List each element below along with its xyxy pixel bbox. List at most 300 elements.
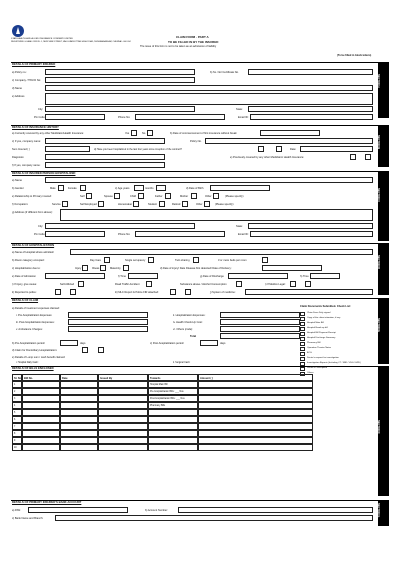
bills-input-cell[interactable] <box>198 381 313 388</box>
bills-header-text: Date <box>62 377 68 380</box>
state-label: State: <box>236 108 243 111</box>
checklist-item: Doctor's Prescription <box>307 367 328 369</box>
rel-father-label: Father <box>155 195 163 198</box>
insurance-q2: c) If yes, company name: <box>12 140 41 143</box>
section-a-rule <box>11 62 378 63</box>
dob-field[interactable] <box>210 185 270 191</box>
insurance-q3: d) Have you been hospitalized in the last four years since inception of the contract? <box>94 148 182 151</box>
bills-header-text: Amount ( ) <box>200 377 213 380</box>
bills-input-cell[interactable] <box>98 381 148 388</box>
room-twin-label: Twin sharing <box>175 259 190 262</box>
bills-towards-cell <box>148 423 198 430</box>
treatment-label: a) Details of treatment expenses claimed: <box>12 307 60 310</box>
checklist-checkbox[interactable] <box>300 352 305 356</box>
room-label: b) Room category occupied: <box>12 259 45 262</box>
sl-no-field[interactable] <box>248 69 373 75</box>
section-b-rule <box>11 125 378 126</box>
health-field[interactable] <box>220 319 300 325</box>
section-a-band <box>378 62 389 118</box>
b-date-label: Date: <box>290 148 297 151</box>
city-label: City: <box>38 108 44 111</box>
bills-row-no-text: 5 <box>14 412 16 414</box>
checklist-checkbox[interactable] <box>300 357 305 361</box>
c-address-field[interactable] <box>60 209 373 221</box>
address-field[interactable] <box>45 93 373 105</box>
checklist-checkbox[interactable] <box>300 327 305 331</box>
self-inflicted-checkbox[interactable] <box>78 281 84 287</box>
checklist-item: Hospital Main Bill <box>307 322 324 324</box>
bills-input-cell[interactable] <box>22 437 60 444</box>
diagnosis-label: Diagnosis: <box>12 156 25 159</box>
gender-label: b) Gender <box>12 187 24 190</box>
address-label: e) Address <box>12 95 25 98</box>
dob-label: d) Date of Birth <box>186 187 204 190</box>
bills-towards-text: Post-hospitalization Bills: ___ Nos <box>150 398 185 400</box>
section-a-title: DETAILS OF PRIMARY INSURED <box>12 62 56 66</box>
company-logo <box>12 25 24 37</box>
q1-no-checkbox[interactable] <box>147 130 153 136</box>
medico-yes-checkbox[interactable] <box>290 281 296 287</box>
q3-no-checkbox[interactable] <box>276 146 282 152</box>
diagnosis-field[interactable] <box>45 154 165 160</box>
pan-label: a) PAN: <box>12 509 21 512</box>
section-g-label: SECTION G <box>377 503 380 518</box>
discharge-time-field[interactable] <box>310 273 340 279</box>
company-address: REGISTERED & HEAD OFFICE: 1, NEW TANK STREET, VALLUVARKOTTAM HIGH ROAD, NUNGAMBAKKAM, CHENNAI - 600 034 <box>11 41 131 43</box>
admission-date-field[interactable] <box>45 273 105 279</box>
bills-input-cell[interactable] <box>22 444 60 451</box>
age-years-field[interactable] <box>134 185 144 191</box>
bills-towards-cell <box>148 402 198 409</box>
section-f-title: DETAILS OF BILLS ENCLOSED <box>12 366 54 370</box>
bills-header-cell <box>12 374 22 381</box>
tpa-id-label: c) Company / TPA ID No: <box>12 79 41 82</box>
form-title: CLAIM FORM - PART A <box>176 35 209 39</box>
sum-insured-label: Sum Insured ( ) <box>12 148 30 151</box>
liability-note: The issue of this form is not to be taken as an admission of liability <box>140 45 217 48</box>
section-e-rule <box>11 298 378 299</box>
bills-header-text: Towards <box>150 377 161 380</box>
mlc-no-checkbox[interactable] <box>185 289 191 295</box>
injury-date-label: d) Date of injury/ Date Disease first detected/ Date of Delivery: <box>160 267 232 270</box>
c-address-label: g) Address (if different from above): <box>12 211 53 214</box>
sum-insured-field[interactable] <box>45 146 90 152</box>
name-field[interactable] <box>45 85 373 91</box>
bills-input-cell[interactable] <box>22 388 60 395</box>
room-twin-checkbox[interactable] <box>193 257 199 263</box>
male-label: Male <box>50 187 56 190</box>
occ-retired-checkbox[interactable] <box>182 201 188 207</box>
others-field[interactable] <box>220 326 300 332</box>
state-field[interactable] <box>248 106 373 112</box>
rel-child-checkbox[interactable] <box>138 193 144 199</box>
injury-date-field[interactable] <box>262 265 322 271</box>
cause-illness-label: Illness <box>92 267 100 270</box>
rel-specify-label: (Please specify) <box>225 195 244 198</box>
bills-input-cell[interactable] <box>60 423 98 430</box>
discharge-date-field[interactable] <box>228 273 288 279</box>
phone-field[interactable] <box>135 114 225 120</box>
bills-input-cell[interactable] <box>98 430 148 437</box>
bills-row-no-text: 10 <box>14 447 17 449</box>
admission-time-field[interactable] <box>128 273 158 279</box>
post-period-label: c) Post-hospitalization period: <box>150 342 185 345</box>
bills-input-cell[interactable] <box>22 395 60 402</box>
section-d-rule <box>11 243 378 244</box>
commencement-date-field[interactable] <box>260 130 320 136</box>
post-exp-label: iii. Post-hospitalization Expenses: <box>16 321 55 324</box>
c-phone-label: Phone No: <box>118 233 131 236</box>
bills-input-cell[interactable] <box>98 388 148 395</box>
b-policy-field[interactable] <box>205 138 373 144</box>
bills-input-cell[interactable] <box>60 444 98 451</box>
bills-input-cell[interactable] <box>98 395 148 402</box>
q4-yes-checkbox[interactable] <box>350 154 356 160</box>
rel-spouse-label: Spouse <box>104 195 113 198</box>
occ-homemaker-checkbox[interactable] <box>133 201 139 207</box>
occ-other-label: Other <box>196 203 203 206</box>
bills-towards-cell <box>148 409 198 416</box>
bills-row-no-text: 1 <box>14 384 16 386</box>
section-c-band <box>378 171 389 241</box>
insurance-q4: e) Previously covered by any other Mediclaim/ Health Insurance: <box>230 156 305 159</box>
occ-self-employed-checkbox[interactable] <box>98 201 104 207</box>
cause-maternity-label: Maternity <box>110 267 121 270</box>
bills-row-no-text: 7 <box>14 426 16 428</box>
checklist-checkbox[interactable] <box>300 312 305 316</box>
room-daycare-label: Day Care <box>90 259 101 262</box>
domiciliary-yes-checkbox[interactable] <box>82 347 88 353</box>
checklist-item: Claim Form Duly signed <box>307 312 331 314</box>
checklist-item: Investigation Reports (Including CT / MRI / USG / HPE) <box>307 362 361 364</box>
c-email-field[interactable] <box>250 231 373 237</box>
bills-input-cell[interactable] <box>60 381 98 388</box>
bills-header-cell <box>198 374 313 381</box>
checklist-item: ECG <box>307 352 312 354</box>
bills-towards-cell <box>148 381 198 388</box>
rel-other-label: Other <box>205 195 212 198</box>
bills-input-cell[interactable] <box>22 430 60 437</box>
section-f-label: SECTION F <box>377 420 380 434</box>
system-label: j) System of medicine: <box>210 291 236 294</box>
room-single-checkbox[interactable] <box>148 257 154 263</box>
male-checkbox[interactable] <box>58 185 64 191</box>
discharge-label: g) Date of Discharge <box>200 275 224 278</box>
section-c-title: DETAILS OF INSURED PERSON HOSPITALIZED <box>12 171 76 175</box>
age-months-field[interactable] <box>156 185 166 191</box>
c-pin-field[interactable] <box>45 231 105 237</box>
room-single-label: Single occupancy <box>125 259 146 262</box>
bills-input-cell[interactable] <box>198 416 313 423</box>
checklist-item: Operation Theatre Notes <box>307 347 332 349</box>
rel-child-label: Child <box>130 195 136 198</box>
section-a-label: SECTION A <box>377 74 380 89</box>
section-e-label: SECTION E <box>377 318 380 332</box>
name-label: d) Name <box>12 87 22 90</box>
police-label: ii) Reported to police: <box>12 291 37 294</box>
bills-input-cell[interactable] <box>22 402 60 409</box>
relationship-label: e) Relationship to Primary insured: <box>12 195 52 198</box>
section-e-title: DETAILS OF CLAIM <box>12 298 39 302</box>
checklist-checkbox[interactable] <box>300 317 305 321</box>
bills-input-cell[interactable] <box>198 402 313 409</box>
checklist-checkbox[interactable] <box>300 342 305 346</box>
admission-label: e) Date of Admission <box>12 275 36 278</box>
q1-no-label: No <box>142 132 146 135</box>
rel-other-checkbox[interactable] <box>213 193 219 199</box>
c-city-label: City: <box>38 225 44 228</box>
bills-input-cell[interactable] <box>22 416 60 423</box>
cause-illness-checkbox[interactable] <box>100 265 106 271</box>
policy-no-label: a) Policy no.: <box>12 71 27 74</box>
q3-yes-checkbox[interactable] <box>258 146 264 152</box>
checklist-item: Hospital Discharge Summary <box>307 337 336 339</box>
health-label: iv. Health Check-Up Cost: <box>173 321 203 324</box>
room-three-label: 3 or more beds per room <box>218 259 247 262</box>
bills-input-cell[interactable] <box>22 409 60 416</box>
others-label: vi. Others (code): <box>173 328 193 331</box>
occ-homemaker-label: Homemaker <box>118 203 133 206</box>
cause-label: c) Hospitalization due to: <box>12 267 41 270</box>
rel-father-checkbox[interactable] <box>165 193 171 199</box>
account-label: b) Account Number: <box>145 509 168 512</box>
bills-row-number <box>12 444 22 451</box>
hosp-exp-label: ii. Hospitalization Expenses: <box>173 314 206 317</box>
bills-input-cell[interactable] <box>60 395 98 402</box>
checklist-title: Claim Documents Submitted- Check List: <box>300 305 351 308</box>
hosp-exp-field[interactable] <box>220 312 300 318</box>
q4-no-checkbox[interactable] <box>365 154 371 160</box>
checklist-checkbox[interactable] <box>300 367 305 371</box>
bills-input-cell[interactable] <box>98 437 148 444</box>
occ-student-checkbox[interactable] <box>159 201 165 207</box>
insurance-q1: a) Currently covered by any other Mediclaim/Health Insurance: <box>12 132 84 135</box>
bills-row-number <box>12 437 22 444</box>
domiciliary-label: d) Claim for Domiciliary Hospitalization: <box>12 349 58 352</box>
room-three-checkbox[interactable] <box>262 257 268 263</box>
occ-service-checkbox[interactable] <box>62 201 68 207</box>
bills-input-cell[interactable] <box>60 430 98 437</box>
bills-header-text: Bill No. <box>24 377 33 380</box>
ambulance-field[interactable] <box>68 326 148 332</box>
rel-self-checkbox[interactable] <box>86 193 92 199</box>
mlc-label: iii) MLC Report & Police FIR attached: <box>115 291 159 294</box>
road-accident-checkbox[interactable] <box>146 281 152 287</box>
bank-label: c) Bank Name and Branch: <box>12 517 44 520</box>
female-checkbox[interactable] <box>80 185 86 191</box>
prev-company-field[interactable] <box>45 162 165 168</box>
section-b-title: DETAILS OF INSURANCE HISTORY <box>12 125 59 129</box>
tpa-id-field[interactable] <box>45 77 195 83</box>
cause-maternity-checkbox[interactable] <box>123 265 129 271</box>
injury-cause-label: i) If injury, give cause: <box>12 283 37 286</box>
pin-field[interactable] <box>45 114 105 120</box>
bills-row-number <box>12 430 22 437</box>
bills-input-cell[interactable] <box>198 444 313 451</box>
email-field[interactable] <box>250 114 373 120</box>
section-f-rule <box>11 366 378 367</box>
self-inflicted-label: Self-inflicted <box>60 283 75 286</box>
q1-yes-checkbox[interactable] <box>131 130 137 136</box>
bills-towards-text: Pre-hospitalization Bills: ___ Nos <box>150 391 184 393</box>
checklist-item: Copy of the claim intimation, if any <box>307 317 341 319</box>
room-daycare-checkbox[interactable] <box>104 257 110 263</box>
age-label: c) Age years <box>115 187 130 190</box>
policy-no-field[interactable] <box>45 69 195 75</box>
checklist-item: Pharmacy Bill <box>307 342 321 344</box>
b-date-field[interactable] <box>300 146 373 152</box>
c-pin-label: Pin Code: <box>34 233 46 236</box>
bills-input-cell[interactable] <box>198 423 313 430</box>
bills-row-no-text: 6 <box>14 419 16 421</box>
domiciliary-no-checkbox[interactable] <box>98 347 104 353</box>
cause-injury-checkbox[interactable] <box>82 265 88 271</box>
total-label: Total <box>190 335 197 338</box>
checklist-checkbox[interactable] <box>300 347 305 351</box>
bills-input-cell[interactable] <box>60 388 98 395</box>
bills-input-cell[interactable] <box>198 409 313 416</box>
c-email-label: Email ID: <box>238 233 249 236</box>
discharge-time-label: h) Time <box>300 275 309 278</box>
bills-row-number <box>12 381 22 388</box>
bills-row-number <box>12 402 22 409</box>
occ-student-label: Student <box>148 203 157 206</box>
bills-input-cell[interactable] <box>60 437 98 444</box>
bills-row-no-text: 3 <box>14 398 16 400</box>
police-no-checkbox[interactable] <box>70 289 76 295</box>
company-name-field[interactable] <box>45 138 165 144</box>
mlc-yes-checkbox[interactable] <box>170 289 176 295</box>
phone-label: Phone No: <box>118 116 131 119</box>
checklist-checkbox[interactable] <box>300 337 305 341</box>
hospital-field[interactable] <box>70 249 373 255</box>
bills-header-cell <box>148 374 198 381</box>
section-d-title: DETAILS OF HOSPITALIZATION <box>12 243 55 247</box>
medico-legal-label: i) If Medico Legal: <box>265 283 286 286</box>
bills-input-cell[interactable] <box>198 388 313 395</box>
city-field[interactable] <box>45 106 195 112</box>
pan-field[interactable] <box>28 507 128 513</box>
bank-field[interactable] <box>55 515 373 521</box>
post-exp-field[interactable] <box>68 319 148 325</box>
email-label: Email ID: <box>238 116 249 119</box>
bills-towards-cell <box>148 437 198 444</box>
bills-input-cell[interactable] <box>98 402 148 409</box>
bills-input-cell[interactable] <box>198 437 313 444</box>
bills-input-cell[interactable] <box>60 416 98 423</box>
bills-input-cell[interactable] <box>60 402 98 409</box>
bills-header-cell <box>98 374 148 381</box>
bills-towards-cell <box>148 388 198 395</box>
bills-input-cell[interactable] <box>60 409 98 416</box>
pre-exp-field[interactable] <box>68 312 148 318</box>
checklist-item: Others <box>307 372 314 374</box>
cause-injury-label: Injury <box>75 267 82 270</box>
admission-time-label: f) Time <box>118 275 126 278</box>
police-yes-checkbox[interactable] <box>55 289 61 295</box>
post-days-label: days <box>220 342 226 345</box>
total-field[interactable] <box>220 333 300 339</box>
c-name-field[interactable] <box>45 177 373 183</box>
c-phone-field[interactable] <box>135 231 225 237</box>
lump-label: e) Details of Lump sum / cash benefit claimed: <box>12 356 66 359</box>
bills-header-cell <box>60 374 98 381</box>
pre-period-field[interactable] <box>60 340 78 346</box>
c-state-field[interactable] <box>248 223 373 229</box>
bills-input-cell[interactable] <box>22 381 60 388</box>
bills-header-cell <box>22 374 60 381</box>
bills-header-text: Sl. No <box>14 377 22 380</box>
pre-period-label: b) Pre-hospitalization period: <box>12 342 46 345</box>
bills-row-number <box>12 423 22 430</box>
c-name-label: a) Name <box>12 179 22 182</box>
checklist-checkbox[interactable] <box>300 332 305 336</box>
occ-retired-label: Retired <box>172 203 181 206</box>
bills-input-cell[interactable] <box>98 423 148 430</box>
bills-towards-cell <box>148 416 198 423</box>
medico-no-checkbox[interactable] <box>305 281 311 287</box>
checklist-item: Hospital Bill Payment Receipt <box>307 332 336 334</box>
occ-self-employed-label: Self Employed <box>80 203 97 206</box>
substance-checkbox[interactable] <box>236 281 242 287</box>
rel-mother-label: Mother <box>180 195 189 198</box>
bills-input-cell[interactable] <box>198 430 313 437</box>
occ-service-label: Service <box>52 203 61 206</box>
insurance-q1b: b) Date of commencement of first insurance without break: <box>170 132 238 135</box>
post-period-field[interactable] <box>200 340 218 346</box>
account-field[interactable] <box>178 507 373 513</box>
company-name: STAR HEALTH AND ALLIED INSURANCE COMPANY LIMITED <box>11 38 74 40</box>
rel-self-label: Self <box>80 195 85 198</box>
female-label: Female <box>68 187 77 190</box>
bills-towards-cell <box>148 395 198 402</box>
bills-input-cell[interactable] <box>98 416 148 423</box>
surgical-label: ii. Surgical Cash: <box>173 362 191 364</box>
bills-row-no-text: 9 <box>14 440 16 442</box>
bills-input-cell[interactable] <box>22 423 60 430</box>
bills-row-number <box>12 395 22 402</box>
pre-days-label: days <box>80 342 86 345</box>
occupation-label: f) Occupation: <box>12 203 29 206</box>
checklist-item: Hospital Break-up bill <box>307 327 328 329</box>
bills-towards-cell <box>148 444 198 451</box>
c-state-label: State: <box>236 225 243 228</box>
hdc-label: i. Hospital Daily Cash: <box>16 362 39 364</box>
ambulance-label: v. Ambulance Charges: <box>16 328 43 331</box>
bills-towards-text: Hospital Main Bill <box>150 384 168 386</box>
checklist-checkbox[interactable] <box>300 322 305 326</box>
bills-input-cell[interactable] <box>98 444 148 451</box>
road-accident-label: Road Traffic Accident <box>115 283 140 286</box>
bills-header-text: Issued By <box>100 377 113 380</box>
rel-mother-checkbox[interactable] <box>191 193 197 199</box>
section-c-label: SECTION C <box>377 188 380 203</box>
pin-label: Pin Code: <box>34 116 46 119</box>
system-field[interactable] <box>245 289 373 295</box>
bills-input-cell[interactable] <box>98 409 148 416</box>
bills-row-no-text: 4 <box>14 405 16 407</box>
rel-spouse-checkbox[interactable] <box>114 193 120 199</box>
bills-row-number <box>12 409 22 416</box>
bills-input-cell[interactable] <box>198 395 313 402</box>
bills-towards-text: Pharmacy Bills <box>150 405 166 407</box>
bills-row-number <box>12 416 22 423</box>
occ-specify-label: (Please specify) <box>215 203 234 206</box>
months-label: months <box>145 187 154 190</box>
occ-other-checkbox[interactable] <box>204 201 210 207</box>
block-letters-note: (To be filled in block letters) <box>337 54 372 57</box>
c-city-field[interactable] <box>45 223 195 229</box>
